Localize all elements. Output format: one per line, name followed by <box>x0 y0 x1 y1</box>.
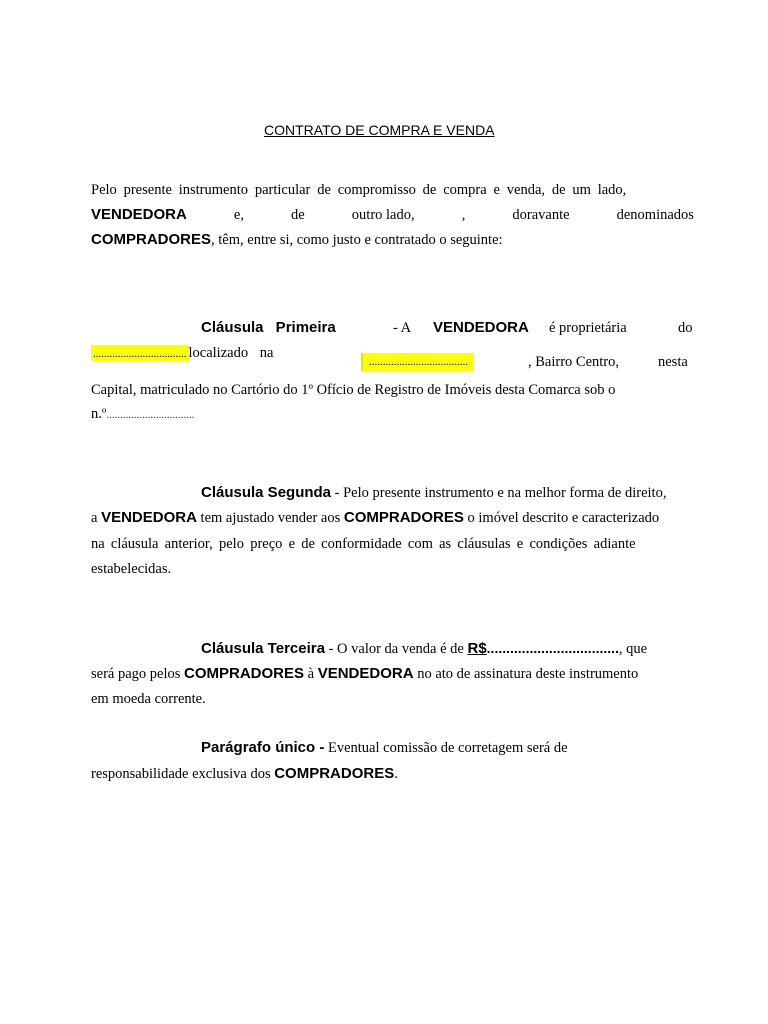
clausula-1-line-2b <box>361 352 474 371</box>
blank-field-address: .................................... <box>361 353 474 371</box>
clausula-1-do: do <box>678 320 693 336</box>
clausula-2-text-mid: tem ajustado vender aos <box>196 510 344 526</box>
clausula-1-vendedora: VENDEDORA <box>433 319 529 336</box>
blank-field-value: .................................. <box>486 640 619 656</box>
paragrafo-unico-compradores: COMPRADORES <box>274 765 395 782</box>
clausula-2-text-1: - Pelo presente instrumento e na melhor forma de direito, <box>331 485 667 501</box>
clausula-2-line-2 <box>91 509 659 527</box>
clausula-3-line-1 <box>201 639 647 658</box>
intro-word-outro-lado: outro lado, <box>351 207 415 223</box>
clausula-3-text-end: , que <box>618 641 648 657</box>
clausula-1-label: Cláusula Primeira <box>201 319 336 336</box>
clausula-2-line-1 <box>201 484 666 502</box>
clausula-1-bairro: , Bairro Centro, <box>528 354 620 370</box>
clausula-2-label: Cláusula Segunda <box>201 484 332 501</box>
paragrafo-unico-line-1 <box>201 739 568 757</box>
paragrafo-unico-line-2 <box>91 765 398 783</box>
intro-word-doravante: doravante <box>512 207 570 223</box>
clausula-3-vendedora: VENDEDORA <box>317 665 414 682</box>
blank-field-registry: ................................ <box>106 409 195 421</box>
clausula-2-line-3: na cláusula anterior, pelo preço e de conformidade com as cláusulas e condições adiante <box>91 536 636 552</box>
contract-title: CONTRATO DE COMPRA E VENDA <box>264 122 495 138</box>
clausula-2-line-4: estabelecidas. <box>91 561 172 577</box>
intro-text-3: , têm, entre si, como justo e contratado o seguinte: <box>211 232 503 248</box>
clausula-1-dash-a: - A <box>393 320 412 336</box>
clausula-1-no: n.º <box>91 406 107 422</box>
intro-line-2 <box>91 206 694 224</box>
clausula-3-text-a: será pago pelos <box>91 666 185 682</box>
clausula-3-rs: R$ <box>467 640 487 657</box>
blank-field-property: .................................. <box>91 345 189 361</box>
clausula-1-line-3: Capital, matriculado no Cartório do 1º Ofício de Registro de Imóveis desta Comarca sob o <box>91 382 616 398</box>
intro-word-e: e, <box>233 207 244 223</box>
clausula-3-text-mid: - O valor da venda é de <box>324 641 468 657</box>
paragrafo-unico-text-1: Eventual comissão de corretagem será de <box>324 740 568 756</box>
clausula-1-line-4 <box>91 405 194 424</box>
clausula-2-a: a <box>91 510 102 526</box>
clausula-3-line-2 <box>91 665 638 683</box>
vendedora-term: VENDEDORA <box>91 206 187 223</box>
clausula-1-localizado: localizado na <box>188 345 274 361</box>
paragrafo-unico-period: . <box>394 766 398 782</box>
clausula-3-text-end2: no ato de assinatura deste instrumento <box>413 666 639 682</box>
intro-comma: , <box>461 207 466 223</box>
clausula-2-vendedora: VENDEDORA <box>101 509 197 526</box>
compradores-term: COMPRADORES <box>91 231 212 248</box>
paragrafo-unico-text-2: responsabilidade exclusiva dos <box>91 766 275 782</box>
clausula-3-line-3: em moeda corrente. <box>91 691 206 707</box>
intro-word-denominados: denominados <box>616 207 694 223</box>
intro-line-1 <box>91 181 694 199</box>
clausula-2-compradores: COMPRADORES <box>343 509 464 526</box>
clausula-3-text-a2: à <box>304 666 318 682</box>
paragrafo-unico-label: Parágrafo único - <box>201 739 325 756</box>
intro-word-de: de <box>291 207 305 223</box>
clausula-2-text-end: o imóvel descrito e caracterizado <box>463 510 660 526</box>
clausula-1-nesta: nesta <box>658 354 688 370</box>
clausula-1-proprietaria: é proprietária <box>549 320 627 336</box>
clausula-1-line-2a <box>91 344 273 362</box>
intro-text-1: Pelo presente instrumento particular de compromisso de compra e venda, de um lado, <box>91 182 627 198</box>
clausula-3-label: Cláusula Terceira <box>201 640 325 657</box>
intro-line-3 <box>91 231 503 249</box>
clausula-3-compradores: COMPRADORES <box>184 665 305 682</box>
